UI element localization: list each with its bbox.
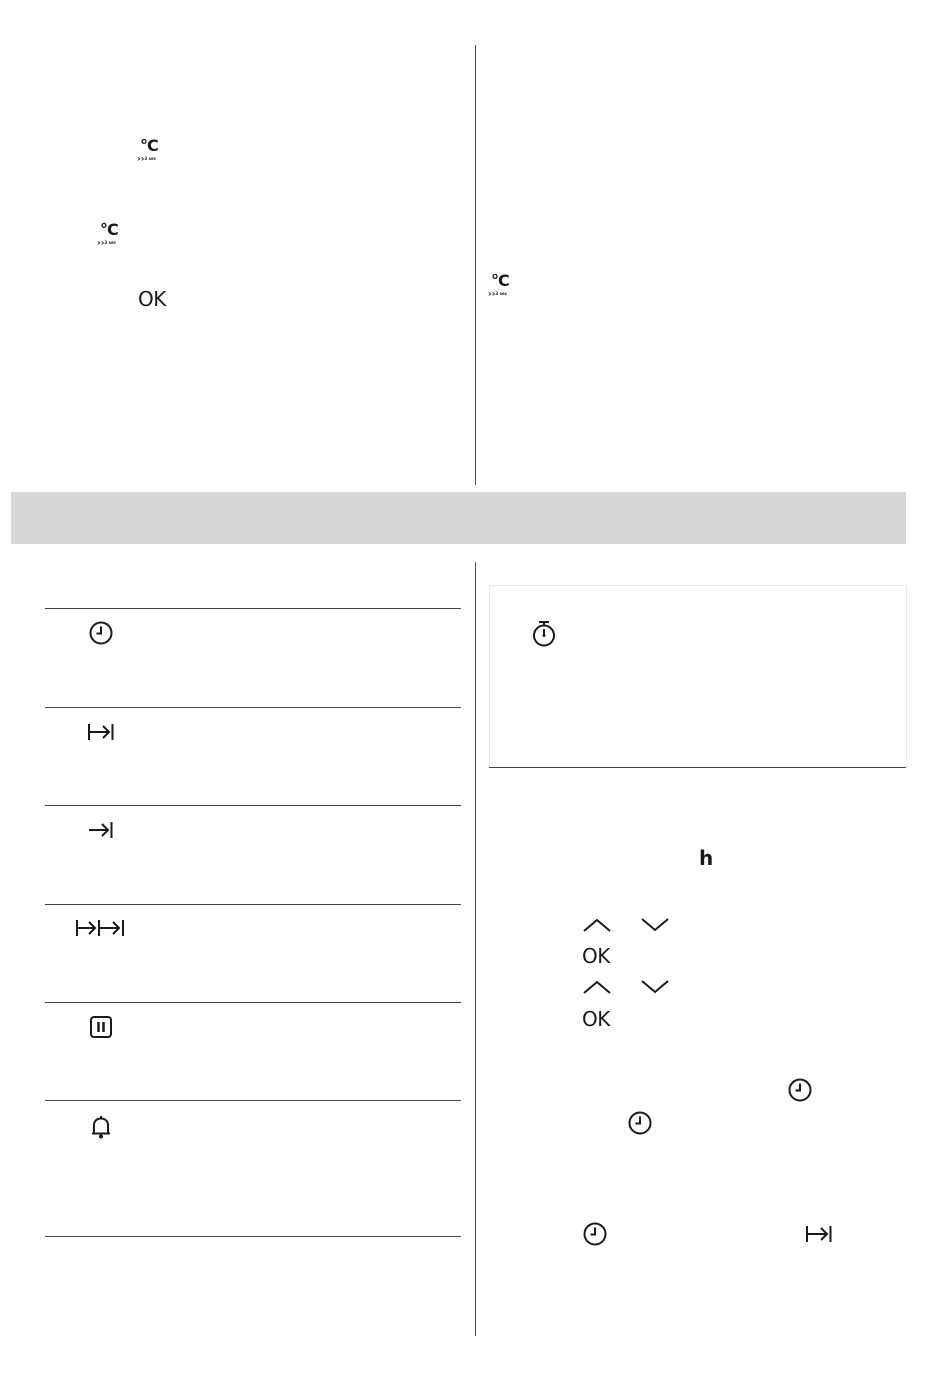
table-rule bbox=[45, 904, 461, 905]
chevron-up-icon bbox=[582, 978, 612, 996]
section-header-band bbox=[11, 492, 906, 544]
bell-icon bbox=[89, 1114, 113, 1140]
clock-icon bbox=[627, 1110, 653, 1136]
duration-icon bbox=[805, 1224, 833, 1244]
chevron-down-icon bbox=[640, 916, 670, 934]
end-icon bbox=[88, 820, 114, 840]
minute-minder-icon bbox=[531, 620, 557, 648]
table-rule bbox=[45, 1002, 461, 1003]
ok-key-label: OK bbox=[582, 944, 610, 968]
table-rule bbox=[45, 608, 461, 609]
temperature-3sec-icon: °C ››3 sec bbox=[137, 136, 158, 165]
column-divider-top bbox=[475, 45, 476, 485]
temperature-3sec-icon: °C ››3 sec bbox=[97, 220, 118, 249]
clock-icon bbox=[88, 620, 114, 646]
clock-icon bbox=[582, 1221, 608, 1247]
ok-key-label: OK bbox=[582, 1007, 610, 1031]
column-divider-bottom bbox=[475, 562, 476, 1336]
note-box-rule bbox=[489, 767, 906, 768]
chevron-down-icon bbox=[640, 978, 670, 996]
duration-icon bbox=[87, 722, 115, 742]
time-delay-icon bbox=[75, 918, 127, 938]
temperature-3sec-icon: °C ››3 sec bbox=[488, 271, 509, 300]
chevron-up-icon bbox=[582, 916, 612, 934]
pause-icon bbox=[89, 1015, 113, 1039]
table-rule bbox=[45, 707, 461, 708]
ok-key-label: OK bbox=[138, 287, 166, 311]
table-rule bbox=[45, 1236, 461, 1237]
table-rule bbox=[45, 805, 461, 806]
table-rule bbox=[45, 1100, 461, 1101]
hours-symbol: h bbox=[699, 846, 714, 870]
clock-icon bbox=[787, 1077, 813, 1103]
note-box bbox=[489, 585, 907, 768]
